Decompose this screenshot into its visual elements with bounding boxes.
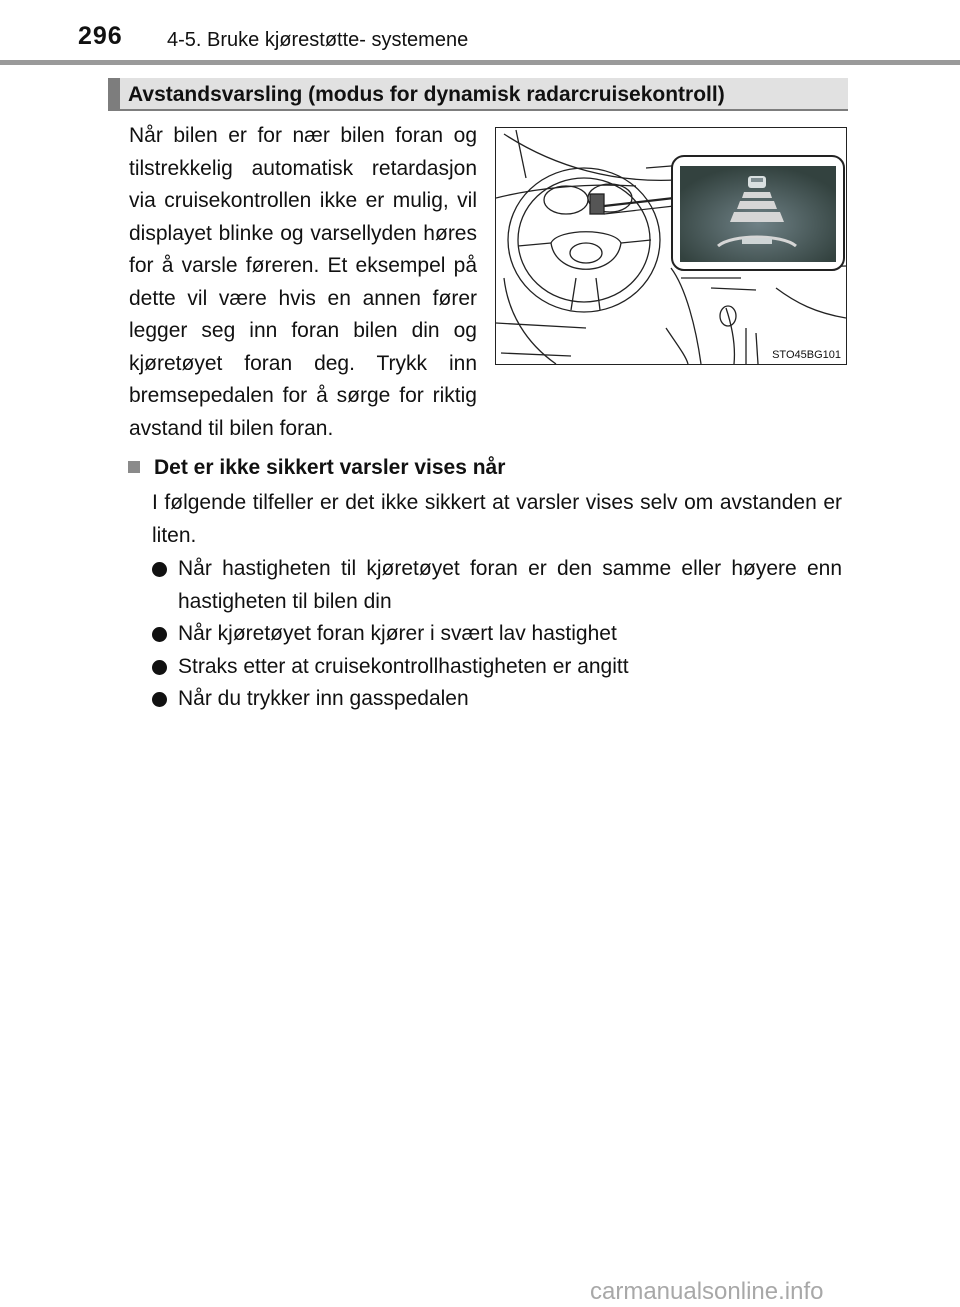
chapter-title: 4-5. Bruke kjørestøtte- systemene [167, 29, 469, 51]
dashboard-line-drawing [496, 128, 847, 365]
list-item [152, 618, 842, 651]
list-item-text: Straks etter at cruisekontrollhastigheten er angitt [178, 654, 629, 678]
bullet-dot-icon [152, 692, 167, 707]
watermark: carmanualsonline.info [590, 1278, 824, 1305]
subsection-heading [128, 456, 505, 480]
intro-paragraph: Når bilen er for nær bilen foran og tilstrekkelig automatisk retardasjon via cruisekontrollen ikke er mulig, vil displayet blinke og varsellyden høres for å varsle føreren. Et eksempel på dette vil være hvis en annen fører legger seg inn foran bilen din og kjøretøyet foran deg. Trykk inn bremsepedalen for å sørge for riktig avstand til bilen foran. [129, 124, 477, 440]
page-number: 296 [78, 22, 123, 50]
bullet-dot-icon [152, 660, 167, 675]
list-item [152, 553, 842, 618]
list-item-text: Når kjøretøyet foran kjører i svært lav hastighet [178, 622, 617, 645]
header-rule [0, 60, 960, 65]
section-heading: Avstandsvarsling (modus for dynamisk radarcruisekontroll) [108, 78, 848, 111]
list-item-text: Når hastigheten til kjøretøyet foran er den samme eller høyere enn hastigheten til bilen din [178, 557, 842, 613]
dashboard-illustration [495, 127, 847, 365]
list-item [152, 651, 842, 684]
bullet-dot-icon [152, 562, 167, 577]
list-item [152, 683, 842, 716]
condition-list [152, 553, 842, 716]
list-item-text: Når du trykker inn gasspedalen [178, 687, 469, 710]
subsection-heading-text: Det er ikke sikkert varsler vises når [154, 456, 506, 479]
figure-code: STO45BG101 [772, 349, 841, 361]
square-bullet-icon [128, 461, 140, 473]
bullet-dot-icon [152, 627, 167, 642]
subsection-paragraph: I følgende tilfeller er det ikke sikkert at varsler vises selv om avstanden er liten. [152, 491, 842, 547]
